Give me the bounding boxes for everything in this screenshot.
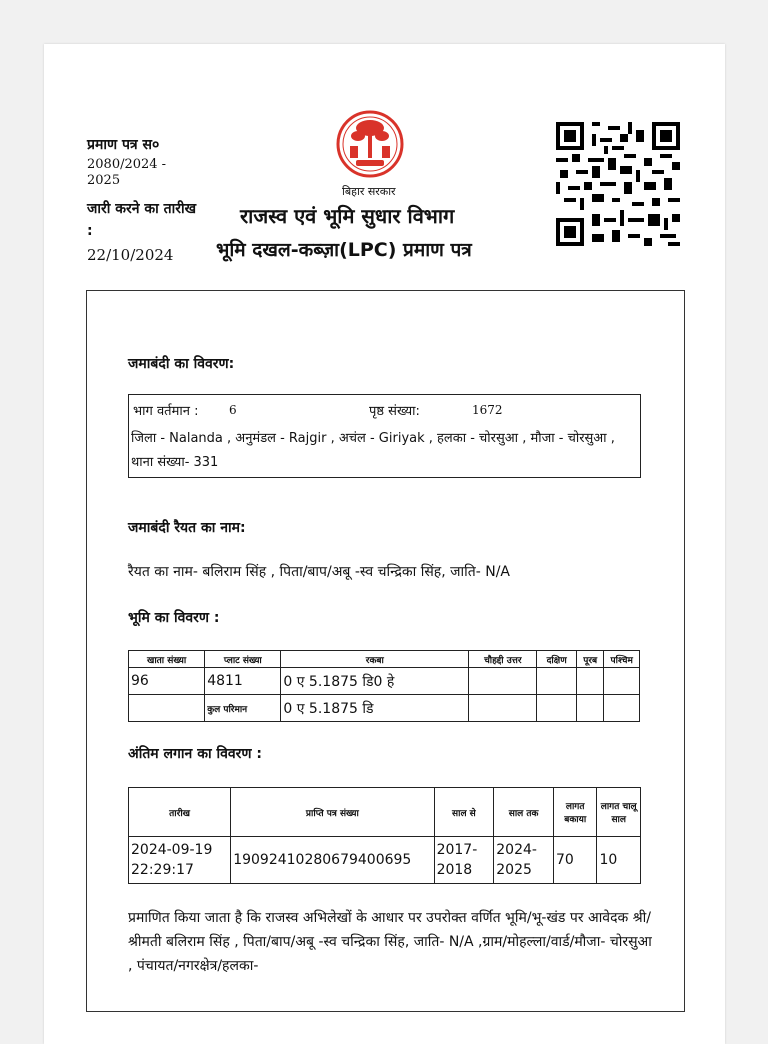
land-heading: भूमि का विवरण : <box>128 610 220 626</box>
certificate-title: भूमि दखल-कब्ज़ा(LPC) प्रमाण पत्र <box>216 239 472 261</box>
total-value: 0 ए 5.1875 डि <box>281 695 469 722</box>
east-cell <box>576 668 603 695</box>
col-east: पूरब <box>576 651 603 668</box>
raiyat-heading: जमाबंदी रैयत का नाम: <box>128 520 246 536</box>
current-cell: 10 <box>597 837 641 884</box>
table-row <box>129 668 640 695</box>
rent-heading: अंतिम लगान का विवरण : <box>128 746 262 762</box>
cert-number-label: प्रमाण पत्र स० <box>87 137 160 153</box>
page-label: पृष्ठ संख्या: <box>369 404 420 419</box>
land-table <box>128 650 640 722</box>
raiyat-text: रैयत का नाम- बलिराम सिंह , पिता/बाप/अबू -स्व चन्द्रिका सिंह, जाति- N/A <box>128 564 511 580</box>
table-row-total <box>129 695 640 722</box>
jamabandi-box <box>128 394 641 478</box>
arrears-cell: 70 <box>553 837 597 884</box>
certification-text: प्रमाणित किया जाता है कि राजस्व अभिलेखों के आधार पर उपरोक्त वर्णित भूमि/भू-खंड पर आवेदक श्री/श्रीमती बलिराम सिंह , पिता/बाप/अबू -स्व चन्द्रिका सिंह, जाति- N/A ,ग्राम/मोहल्ला/वार्ड/मौजा- चोरसुआ , पंचायत/नगरक्षेत्र/हलका- <box>128 910 652 974</box>
south-cell <box>537 668 577 695</box>
dept-title: राजस्व एवं भूमि सुधार विभाग <box>240 204 455 228</box>
col-west: पश्चिम <box>604 651 640 668</box>
table-header-row <box>129 651 640 668</box>
cert-number-value: 2080/2024 - 2025 <box>87 157 167 188</box>
col-khata: खाता संख्या <box>129 651 205 668</box>
bhag-label: भाग वर्तमान : <box>133 404 199 419</box>
khata-cell: 96 <box>129 668 205 695</box>
date-cell: 2024-09-19 22:29:17 <box>129 837 231 884</box>
empty-cell <box>537 695 577 722</box>
col-year-from: साल से <box>434 788 494 837</box>
empty-cell <box>576 695 603 722</box>
north-cell <box>469 668 537 695</box>
rent-table <box>128 787 641 884</box>
col-north: चौहद्दी उत्तर <box>469 651 537 668</box>
jamabandi-heading: जमाबंदी का विवरण: <box>128 356 235 372</box>
document-page <box>44 44 725 1044</box>
total-label: कुल परिमान <box>205 695 281 722</box>
year-to-cell: 2024-2025 <box>494 837 554 884</box>
location-text: जिला - Nalanda , अनुमंडल - Rajgir , अचंल - Giriyak , हलका - चोरसुआ , मौजा - चोरसुआ , थाना संख्या- 331 <box>131 431 615 470</box>
issue-date-value: 22/10/2024 <box>87 246 174 264</box>
col-arrears: लागत बकाया <box>553 788 597 837</box>
empty-cell <box>469 695 537 722</box>
govt-name: बिहार सरकार <box>342 185 396 198</box>
page-value: 1672 <box>472 403 503 417</box>
issue-date-label: जारी करने का तारीख : <box>87 201 197 239</box>
table-header-row <box>129 788 641 837</box>
col-south: दक्षिण <box>537 651 577 668</box>
col-receipt: प्राप्ति पत्र संख्या <box>231 788 434 837</box>
col-current: लागत चालू साल <box>597 788 641 837</box>
table-row <box>129 837 641 884</box>
empty-cell <box>604 695 640 722</box>
col-year-to: साल तक <box>494 788 554 837</box>
col-plot: प्लाट संख्या <box>205 651 281 668</box>
empty-cell <box>129 695 205 722</box>
west-cell <box>604 668 640 695</box>
receipt-cell: 19092410280679400695 <box>231 837 434 884</box>
col-date: तारीख <box>129 788 231 837</box>
col-rakba: रकबा <box>281 651 469 668</box>
qr-code-icon <box>556 122 680 246</box>
bihar-emblem-icon <box>334 108 406 184</box>
bhag-value: 6 <box>229 403 237 417</box>
plot-cell: 4811 <box>205 668 281 695</box>
rakba-cell: 0 ए 5.1875 डि0 हे <box>281 668 469 695</box>
year-from-cell: 2017-2018 <box>434 837 494 884</box>
